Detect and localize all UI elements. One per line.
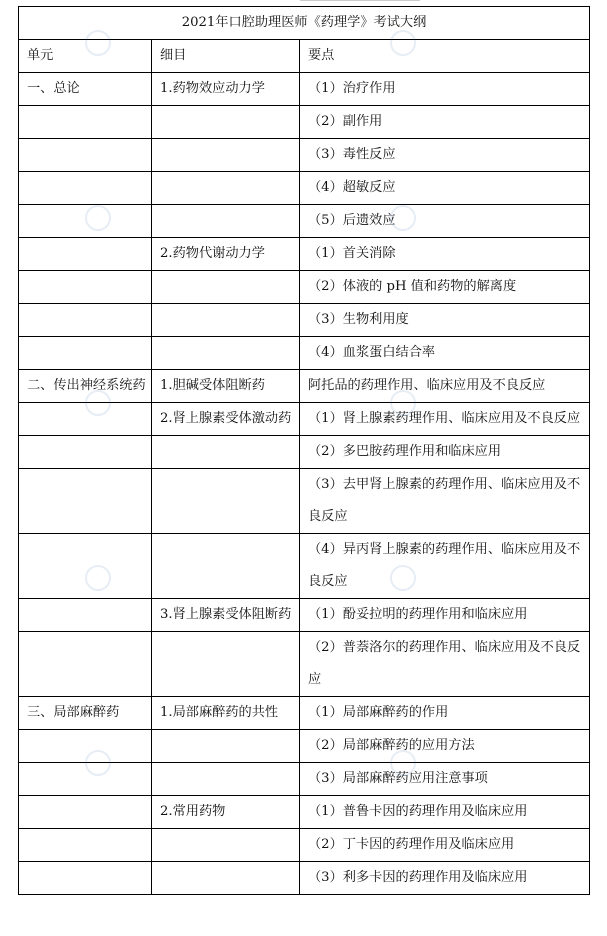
table-row	[19, 796, 590, 829]
unit-cell	[19, 337, 152, 370]
unit-cell	[19, 304, 152, 337]
point-cell: （2）局部麻醉药的应用方法	[300, 730, 590, 763]
point-cell: （3）生物利用度	[300, 304, 590, 337]
item-cell	[152, 271, 300, 304]
point-cell: （2）多巴胺药理作用和临床应用	[300, 436, 590, 469]
unit-cell: 一、总论	[19, 73, 152, 106]
item-cell	[152, 106, 300, 139]
unit-cell	[19, 436, 152, 469]
header-rule	[300, 0, 420, 5]
item-cell: 1.胆碱受体阻断药	[152, 370, 300, 403]
table-row	[19, 139, 590, 172]
point-cell: （5）后遗效应	[300, 205, 590, 238]
item-cell	[152, 730, 300, 763]
unit-cell	[19, 106, 152, 139]
page-title: 2021年口腔助理医师《药理学》考试大纲	[19, 7, 590, 40]
table-row	[19, 697, 590, 730]
point-cell: （4）超敏反应	[300, 172, 590, 205]
unit-cell	[19, 271, 152, 304]
unit-cell	[19, 796, 152, 829]
item-cell	[152, 337, 300, 370]
point-cell: （3）去甲肾上腺素的药理作用、临床应用及不良反应	[300, 469, 590, 534]
item-cell	[152, 139, 300, 172]
table-row	[19, 271, 590, 304]
table-row	[19, 763, 590, 796]
point-cell: （1）治疗作用	[300, 73, 590, 106]
unit-cell	[19, 730, 152, 763]
unit-cell	[19, 469, 152, 534]
point-cell: （2）丁卡因的药理作用及临床应用	[300, 829, 590, 862]
header-unit: 单元	[19, 40, 152, 73]
item-cell	[152, 862, 300, 895]
syllabus-table	[18, 6, 590, 895]
table-body	[19, 73, 590, 895]
unit-cell	[19, 403, 152, 436]
table-row	[19, 730, 590, 763]
unit-cell	[19, 599, 152, 632]
item-cell	[152, 436, 300, 469]
table-row	[19, 632, 590, 697]
item-cell	[152, 304, 300, 337]
unit-cell: 二、传出神经系统药	[19, 370, 152, 403]
unit-cell	[19, 172, 152, 205]
unit-cell	[19, 205, 152, 238]
table-row	[19, 403, 590, 436]
table-row	[19, 436, 590, 469]
point-cell: （1）首关消除	[300, 238, 590, 271]
title-row	[19, 7, 590, 40]
table-row	[19, 534, 590, 599]
item-cell: 2.药物代谢动力学	[152, 238, 300, 271]
table-row	[19, 238, 590, 271]
table-row	[19, 304, 590, 337]
table-row	[19, 469, 590, 534]
point-cell: （2）体液的 pH 值和药物的解离度	[300, 271, 590, 304]
unit-cell	[19, 534, 152, 599]
unit-cell	[19, 862, 152, 895]
unit-cell	[19, 139, 152, 172]
table-row	[19, 73, 590, 106]
point-cell: （1）酚妥拉明的药理作用和临床应用	[300, 599, 590, 632]
item-cell: 1.药物效应动力学	[152, 73, 300, 106]
unit-cell	[19, 763, 152, 796]
table-row	[19, 172, 590, 205]
table-row	[19, 370, 590, 403]
table-row	[19, 599, 590, 632]
unit-cell: 三、局部麻醉药	[19, 697, 152, 730]
point-cell: （2）普萘洛尔的药理作用、临床应用及不良反应	[300, 632, 590, 697]
unit-cell	[19, 238, 152, 271]
point-cell: （3）局部麻醉药应用注意事项	[300, 763, 590, 796]
item-cell: 1.局部麻醉药的共性	[152, 697, 300, 730]
table-row	[19, 205, 590, 238]
item-cell	[152, 534, 300, 599]
item-cell	[152, 205, 300, 238]
table-row	[19, 337, 590, 370]
item-cell	[152, 632, 300, 697]
header-item: 细目	[152, 40, 300, 73]
point-cell: （4）异丙肾上腺素的药理作用、临床应用及不良反应	[300, 534, 590, 599]
point-cell: （1）普鲁卡因的药理作用及临床应用	[300, 796, 590, 829]
point-cell: （3）利多卡因的药理作用及临床应用	[300, 862, 590, 895]
item-cell	[152, 469, 300, 534]
point-cell: （4）血浆蛋白结合率	[300, 337, 590, 370]
point-cell: （2）副作用	[300, 106, 590, 139]
point-cell: （1）局部麻醉药的作用	[300, 697, 590, 730]
unit-cell	[19, 829, 152, 862]
point-cell: （1）肾上腺素药理作用、临床应用及不良反应	[300, 403, 590, 436]
table-row	[19, 829, 590, 862]
header-row	[19, 40, 590, 73]
point-cell: 阿托品的药理作用、临床应用及不良反应	[300, 370, 590, 403]
item-cell	[152, 829, 300, 862]
table-row	[19, 106, 590, 139]
header-point: 要点	[300, 40, 590, 73]
point-cell: （3）毒性反应	[300, 139, 590, 172]
table-row	[19, 862, 590, 895]
item-cell: 3.肾上腺素受体阻断药	[152, 599, 300, 632]
item-cell	[152, 172, 300, 205]
item-cell	[152, 763, 300, 796]
unit-cell	[19, 632, 152, 697]
item-cell: 2.肾上腺素受体激动药	[152, 403, 300, 436]
item-cell: 2.常用药物	[152, 796, 300, 829]
